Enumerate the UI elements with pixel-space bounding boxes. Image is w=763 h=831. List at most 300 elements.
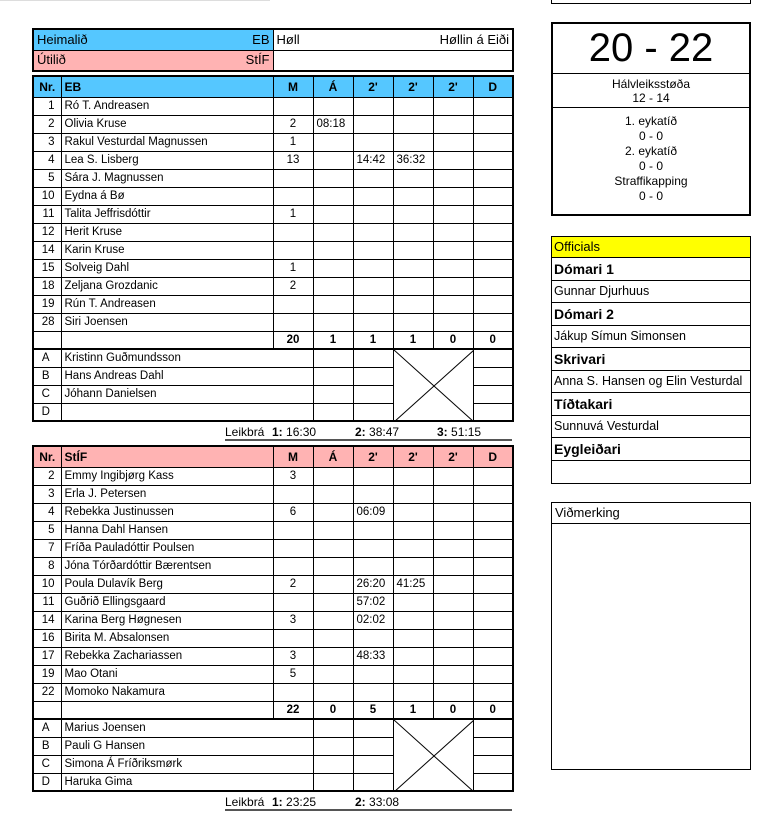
halftime-section xyxy=(553,74,749,108)
official-code: D xyxy=(33,403,61,421)
player-suspension-3 xyxy=(433,151,473,169)
official-person: Sunnuvá Vesturdal xyxy=(552,416,750,438)
player-warning xyxy=(313,539,353,557)
player-suspension-1 xyxy=(353,187,393,205)
player-suspension-1 xyxy=(353,557,393,575)
player-name: Ró T. Andreasen xyxy=(61,97,273,115)
player-name: Emmy Ingibjørg Kass xyxy=(61,467,273,485)
player-number: 19 xyxy=(33,665,61,683)
player-row xyxy=(33,223,513,241)
official-warning xyxy=(313,755,353,773)
away-team-name: StÍF xyxy=(245,52,270,68)
player-number: 1 xyxy=(33,97,61,115)
player-number: 12 xyxy=(33,223,61,241)
final-score: 20 - 22 xyxy=(553,24,749,74)
timeout-time: 33:08 xyxy=(369,795,400,809)
official-disqualification xyxy=(473,367,513,385)
player-name: Birita M. Absalonsen xyxy=(61,629,273,647)
player-number: 3 xyxy=(33,133,61,151)
player-suspension-1 xyxy=(353,133,393,151)
player-disqualification xyxy=(473,205,513,223)
official-warning xyxy=(313,719,353,737)
player-goals xyxy=(273,485,313,503)
player-suspension-3 xyxy=(433,241,473,259)
score-box xyxy=(551,22,751,216)
player-row xyxy=(33,503,513,521)
official-disqualification xyxy=(473,737,513,755)
player-suspension-3 xyxy=(433,539,473,557)
player-disqualification xyxy=(473,169,513,187)
official-code: B xyxy=(33,367,61,385)
player-name: Hanna Dahl Hansen xyxy=(61,521,273,539)
player-disqualification xyxy=(473,277,513,295)
player-number: 4 xyxy=(33,151,61,169)
player-suspension-1: 57:02 xyxy=(353,593,393,611)
official-person: Anna S. Hansen og Elin Vesturdal xyxy=(552,371,750,393)
official-suspension xyxy=(353,385,393,403)
totals-blank xyxy=(33,701,61,719)
empty-info-cell xyxy=(273,50,513,71)
player-suspension-2 xyxy=(393,485,433,503)
player-suspension-2 xyxy=(393,133,433,151)
player-suspension-2 xyxy=(393,467,433,485)
player-number: 8 xyxy=(33,557,61,575)
player-name: Poula Dulavík Berg xyxy=(61,575,273,593)
home-roster-table xyxy=(32,75,514,422)
player-row xyxy=(33,593,513,611)
officials-panel xyxy=(551,236,751,484)
official-suspension xyxy=(353,349,393,367)
player-suspension-1 xyxy=(353,97,393,115)
player-goals: 1 xyxy=(273,205,313,223)
player-goals: 3 xyxy=(273,647,313,665)
player-suspension-2 xyxy=(393,169,433,187)
player-goals xyxy=(273,223,313,241)
match-info-table xyxy=(32,28,514,72)
player-row xyxy=(33,169,513,187)
timeout-entry xyxy=(272,795,316,809)
player-warning xyxy=(313,485,353,503)
nr-header: Nr. xyxy=(33,76,61,97)
timeout-number: 2: xyxy=(355,795,366,809)
player-goals xyxy=(273,313,313,331)
player-goals xyxy=(273,521,313,539)
player-suspension-3 xyxy=(433,665,473,683)
player-name: Eydna á Bø xyxy=(61,187,273,205)
player-row xyxy=(33,295,513,313)
player-number: 3 xyxy=(33,485,61,503)
player-suspension-2 xyxy=(393,259,433,277)
player-warning xyxy=(313,683,353,701)
player-goals xyxy=(273,593,313,611)
timeout-time: 16:30 xyxy=(286,425,317,439)
player-suspension-2 xyxy=(393,683,433,701)
player-disqualification xyxy=(473,133,513,151)
total-value: 0 xyxy=(313,701,353,719)
official-name: Haruka Gima xyxy=(61,773,313,791)
extra1-label: 1. eykatíð xyxy=(624,114,678,128)
player-number: 7 xyxy=(33,539,61,557)
player-name: Rakul Vesturdal Magnussen xyxy=(61,133,273,151)
official-code: C xyxy=(33,385,61,403)
player-disqualification xyxy=(473,611,513,629)
total-value: 0 xyxy=(473,331,513,349)
player-disqualification xyxy=(473,485,513,503)
player-suspension-2 xyxy=(393,295,433,313)
player-warning xyxy=(313,151,353,169)
official-code: C xyxy=(33,755,61,773)
player-suspension-2 xyxy=(393,313,433,331)
player-suspension-2 xyxy=(393,557,433,575)
player-warning xyxy=(313,557,353,575)
player-suspension-3 xyxy=(433,259,473,277)
player-suspension-1 xyxy=(353,665,393,683)
official-disqualification xyxy=(473,719,513,737)
player-number: 15 xyxy=(33,259,61,277)
player-name: Karin Kruse xyxy=(61,241,273,259)
official-disqualification xyxy=(473,773,513,791)
player-goals xyxy=(273,169,313,187)
player-name: Fríða Pauladóttir Poulsen xyxy=(61,539,273,557)
player-name: Guðrið Ellingsgaard xyxy=(61,593,273,611)
player-warning xyxy=(313,133,353,151)
player-suspension-3 xyxy=(433,115,473,133)
official-disqualification xyxy=(473,385,513,403)
crossed-out-cell xyxy=(393,349,473,421)
player-disqualification xyxy=(473,503,513,521)
player-suspension-2 xyxy=(393,647,433,665)
official-disqualification xyxy=(473,403,513,421)
player-suspension-3 xyxy=(433,647,473,665)
player-number: 2 xyxy=(33,115,61,133)
player-suspension-1 xyxy=(353,223,393,241)
player-disqualification xyxy=(473,241,513,259)
player-warning xyxy=(313,611,353,629)
timeout-entry xyxy=(355,795,399,809)
player-number: 5 xyxy=(33,169,61,187)
player-warning xyxy=(313,223,353,241)
player-warning xyxy=(313,629,353,647)
totals-row xyxy=(33,701,513,719)
player-name: Solveig Dahl xyxy=(61,259,273,277)
player-suspension-1 xyxy=(353,259,393,277)
column-header-a: Á xyxy=(313,446,353,467)
player-suspension-1 xyxy=(353,539,393,557)
official-disqualification xyxy=(473,349,513,367)
player-disqualification xyxy=(473,259,513,277)
official-name: Hans Andreas Dahl xyxy=(61,367,313,385)
timeout-number: 2: xyxy=(355,425,366,439)
player-warning xyxy=(313,503,353,521)
player-goals: 1 xyxy=(273,259,313,277)
player-suspension-3 xyxy=(433,277,473,295)
official-disqualification xyxy=(473,755,513,773)
player-row xyxy=(33,485,513,503)
player-row xyxy=(33,539,513,557)
player-warning xyxy=(313,277,353,295)
team-name-header: StÍF xyxy=(61,446,273,467)
crossed-out-cell xyxy=(393,719,473,791)
player-warning xyxy=(313,593,353,611)
player-suspension-1 xyxy=(353,277,393,295)
player-suspension-3 xyxy=(433,97,473,115)
player-row xyxy=(33,115,513,133)
player-row xyxy=(33,557,513,575)
column-header-d: D xyxy=(473,76,513,97)
player-disqualification xyxy=(473,223,513,241)
player-suspension-2 xyxy=(393,115,433,133)
player-goals xyxy=(273,295,313,313)
player-disqualification xyxy=(473,557,513,575)
player-suspension-1 xyxy=(353,629,393,647)
official-code: B xyxy=(33,737,61,755)
total-value: 20 xyxy=(273,331,313,349)
team-name-header: EB xyxy=(61,76,273,97)
timeout-number: 1: xyxy=(272,425,283,439)
player-suspension-2 xyxy=(393,241,433,259)
player-suspension-3 xyxy=(433,295,473,313)
official-name: Simona Á Fríðriksmørk xyxy=(61,755,313,773)
player-name: Talita Jeffrisdóttir xyxy=(61,205,273,223)
player-disqualification xyxy=(473,187,513,205)
extra2-label: 2. eykatíð xyxy=(624,144,678,158)
total-value: 0 xyxy=(433,701,473,719)
venue-cell xyxy=(273,29,513,50)
official-suspension xyxy=(353,773,393,791)
column-header-s1: 2' xyxy=(353,76,393,97)
player-number: 4 xyxy=(33,503,61,521)
player-number: 2 xyxy=(33,467,61,485)
official-person xyxy=(552,461,750,483)
player-goals xyxy=(273,557,313,575)
total-value: 0 xyxy=(473,701,513,719)
player-number: 22 xyxy=(33,683,61,701)
player-name: Siri Joensen xyxy=(61,313,273,331)
player-goals xyxy=(273,97,313,115)
player-number: 19 xyxy=(33,295,61,313)
player-name: Momoko Nakamura xyxy=(61,683,273,701)
total-value: 1 xyxy=(393,701,433,719)
player-disqualification xyxy=(473,151,513,169)
player-suspension-2: 36:32 xyxy=(393,151,433,169)
player-number: 5 xyxy=(33,521,61,539)
official-name: Jóhann Danielsen xyxy=(61,385,313,403)
extra-time-section xyxy=(553,108,749,204)
player-name: Lea S. Lisberg xyxy=(61,151,273,169)
player-row xyxy=(33,647,513,665)
roster-header-row xyxy=(33,76,513,97)
player-goals: 13 xyxy=(273,151,313,169)
player-suspension-3 xyxy=(433,187,473,205)
player-suspension-3 xyxy=(433,557,473,575)
penalties-score: 0 - 0 xyxy=(638,189,663,203)
official-person: Jákup Símun Simonsen xyxy=(552,326,750,348)
total-value: 1 xyxy=(313,331,353,349)
player-suspension-3 xyxy=(433,629,473,647)
totals-row xyxy=(33,331,513,349)
extra2-score: 0 - 0 xyxy=(638,159,663,173)
total-value: 22 xyxy=(273,701,313,719)
player-row xyxy=(33,629,513,647)
player-suspension-2 xyxy=(393,187,433,205)
player-row xyxy=(33,187,513,205)
player-suspension-3 xyxy=(433,133,473,151)
player-disqualification xyxy=(473,313,513,331)
official-person: Gunnar Djurhuus xyxy=(552,281,750,303)
official-name: Kristinn Guðmundsson xyxy=(61,349,313,367)
player-name: Mao Otani xyxy=(61,665,273,683)
official-suspension xyxy=(353,403,393,421)
player-name: Olivia Kruse xyxy=(61,115,273,133)
official-role: Skrivari xyxy=(552,348,750,371)
player-name: Jóna Tórðardóttir Bærentsen xyxy=(61,557,273,575)
player-suspension-1 xyxy=(353,169,393,187)
player-suspension-3 xyxy=(433,467,473,485)
player-number: 18 xyxy=(33,277,61,295)
player-name: Herit Kruse xyxy=(61,223,273,241)
player-disqualification xyxy=(473,665,513,683)
player-number: 28 xyxy=(33,313,61,331)
player-goals: 1 xyxy=(273,133,313,151)
player-suspension-1 xyxy=(353,205,393,223)
totals-blank xyxy=(61,331,273,349)
column-header-s2: 2' xyxy=(393,76,433,97)
player-suspension-1 xyxy=(353,683,393,701)
player-disqualification xyxy=(473,521,513,539)
timeout-entry xyxy=(437,425,481,439)
player-number: 11 xyxy=(33,593,61,611)
player-warning xyxy=(313,259,353,277)
top-divider xyxy=(0,0,270,1)
player-row xyxy=(33,151,513,169)
player-suspension-1: 02:02 xyxy=(353,611,393,629)
timeout-time: 38:47 xyxy=(369,425,400,439)
player-disqualification xyxy=(473,97,513,115)
official-name: Pauli G Hansen xyxy=(61,737,313,755)
player-disqualification xyxy=(473,467,513,485)
player-suspension-2 xyxy=(393,629,433,647)
player-number: 10 xyxy=(33,187,61,205)
official-code: D xyxy=(33,773,61,791)
player-row xyxy=(33,313,513,331)
player-suspension-3 xyxy=(433,503,473,521)
player-suspension-2 xyxy=(393,593,433,611)
player-disqualification xyxy=(473,593,513,611)
column-header-d: D xyxy=(473,446,513,467)
player-name: Rún T. Andreasen xyxy=(61,295,273,313)
official-warning xyxy=(313,403,353,421)
player-warning xyxy=(313,97,353,115)
nr-header: Nr. xyxy=(33,446,61,467)
player-warning xyxy=(313,169,353,187)
player-suspension-3 xyxy=(433,169,473,187)
official-role: Dómari 1 xyxy=(552,258,750,281)
official-suspension xyxy=(353,755,393,773)
player-goals: 2 xyxy=(273,115,313,133)
official-suspension xyxy=(353,719,393,737)
away-label: Útilið xyxy=(37,52,66,68)
player-goals xyxy=(273,241,313,259)
column-header-s2: 2' xyxy=(393,446,433,467)
player-suspension-1 xyxy=(353,115,393,133)
player-row xyxy=(33,611,513,629)
official-code: A xyxy=(33,719,61,737)
player-disqualification xyxy=(473,575,513,593)
halftime-label: Hálvleiksstøða xyxy=(611,77,691,91)
player-number: 14 xyxy=(33,241,61,259)
player-suspension-2 xyxy=(393,205,433,223)
remarks-title: Viðmerking xyxy=(552,503,750,524)
official-warning xyxy=(313,385,353,403)
player-disqualification xyxy=(473,115,513,133)
player-suspension-1: 14:42 xyxy=(353,151,393,169)
halftime-score: 12 - 14 xyxy=(632,91,670,105)
player-name: Sára J. Magnussen xyxy=(61,169,273,187)
player-row xyxy=(33,97,513,115)
total-value: 0 xyxy=(433,331,473,349)
player-row xyxy=(33,665,513,683)
player-suspension-3 xyxy=(433,593,473,611)
total-value: 1 xyxy=(393,331,433,349)
official-warning xyxy=(313,367,353,385)
column-header-s3: 2' xyxy=(433,446,473,467)
timeout-entry xyxy=(272,425,316,439)
player-row xyxy=(33,467,513,485)
player-warning xyxy=(313,467,353,485)
player-suspension-2 xyxy=(393,97,433,115)
player-name: Karina Berg Høgnesen xyxy=(61,611,273,629)
player-suspension-3 xyxy=(433,313,473,331)
timeout-time: 23:25 xyxy=(286,795,317,809)
player-goals: 5 xyxy=(273,665,313,683)
timeout-number: 1: xyxy=(272,795,283,809)
home-label: Heimalið xyxy=(37,31,88,47)
official-role: Eygleiðari xyxy=(552,438,750,461)
official-role: Tíðtakari xyxy=(552,393,750,416)
player-row xyxy=(33,259,513,277)
player-row xyxy=(33,277,513,295)
column-header-m: M xyxy=(273,446,313,467)
timeout-number: 3: xyxy=(437,425,448,439)
player-suspension-2 xyxy=(393,503,433,521)
player-warning xyxy=(313,241,353,259)
player-suspension-2 xyxy=(393,277,433,295)
player-suspension-1 xyxy=(353,467,393,485)
player-suspension-2 xyxy=(393,611,433,629)
team-official-row xyxy=(33,719,513,737)
away-timeouts xyxy=(225,793,512,811)
column-header-s3: 2' xyxy=(433,76,473,97)
player-warning xyxy=(313,205,353,223)
player-warning xyxy=(313,521,353,539)
timeout-entry xyxy=(355,425,399,439)
player-suspension-1 xyxy=(353,241,393,259)
player-warning xyxy=(313,665,353,683)
player-goals: 3 xyxy=(273,467,313,485)
home-team-cell xyxy=(33,29,273,50)
player-goals: 3 xyxy=(273,611,313,629)
cross-mark-icon xyxy=(394,350,474,421)
player-goals xyxy=(273,539,313,557)
player-disqualification xyxy=(473,683,513,701)
player-goals xyxy=(273,187,313,205)
total-value: 1 xyxy=(353,331,393,349)
player-suspension-3 xyxy=(433,521,473,539)
player-goals: 6 xyxy=(273,503,313,521)
player-suspension-1 xyxy=(353,295,393,313)
player-disqualification xyxy=(473,629,513,647)
player-warning: 08:18 xyxy=(313,115,353,133)
